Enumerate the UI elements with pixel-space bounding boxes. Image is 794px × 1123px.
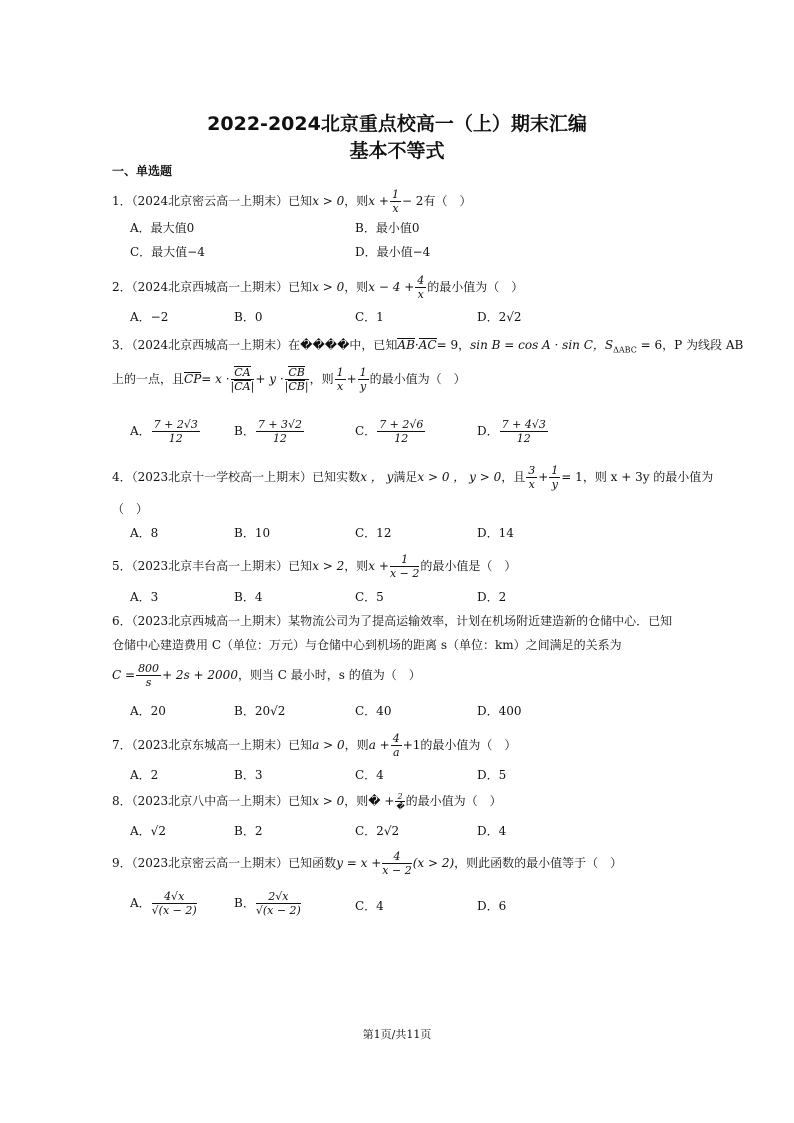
- q7-option-a: A．2: [130, 768, 159, 782]
- q7-option-d: D．5: [477, 768, 507, 782]
- q4-option-b: B．10: [234, 526, 271, 540]
- question-4-line-2: （ ）: [112, 502, 149, 516]
- q5-option-c: C．5: [355, 590, 384, 604]
- fraction: $\frac{1}{x}$: [391, 188, 399, 215]
- q9-option-a: A． $\frac{4√x}{√(x - 2)}$: [130, 890, 197, 917]
- fraction: $\frac{7 + 3√2}{12}$: [257, 418, 303, 445]
- fraction: $\frac{1}{x}$: [336, 366, 344, 393]
- q1-option-d: D．最小值−4: [355, 245, 431, 259]
- q7-option-c: C．4: [355, 768, 384, 782]
- document-subtitle: 基本不等式: [349, 140, 445, 162]
- q4-option-d: D．14: [477, 526, 514, 540]
- q3-option-b: B． $\frac{7 + 3√2}{12}$: [234, 418, 303, 445]
- question-6-line-3: C = $\frac{800}{s}$ + 2s + 2000，则当 C 最小时，s 的值为（ ）: [112, 662, 421, 689]
- q6-option-b: B．20√2: [234, 704, 286, 718]
- fraction: $\frac{800}{s}$: [138, 662, 160, 689]
- question-7: 7．（2023北京东城高一上期末）已知a > 0，则a + $\frac{4}{a}$ +1的最小值为（ ）: [112, 732, 517, 759]
- question-6: 6．（2023北京西城高一上期末）某物流公司为了提高运输效率，计划在机场附近建造新的仓储中心．已知: [112, 614, 673, 628]
- fraction: $\frac{4}{x}$: [417, 274, 425, 301]
- q5-option-b: B．4: [234, 590, 263, 604]
- question-5: 5．（2023北京丰台高一上期末）已知x > 2，则x + $\frac{1}{x - 2}$ 的最小值是（ ）: [112, 553, 517, 580]
- q1-option-b: B．最小值0: [355, 221, 420, 235]
- fraction: $\frac{4√x}{√(x - 2)}$: [151, 890, 197, 917]
- q4-option-c: C．12: [355, 526, 392, 540]
- q5-option-a: A．3: [130, 590, 159, 604]
- question-9: 9．（2023北京密云高一上期末）已知函数y = x + $\frac{4}{x - 2}$ (x > 2)，则此函数的最小值等于（ ）: [112, 850, 623, 877]
- fraction: $\frac{CB}{|CB|}$: [284, 366, 309, 393]
- fraction: $\frac{7 + 2√3}{12}$: [153, 418, 198, 445]
- fraction: $\frac{1}{y}$: [551, 464, 559, 491]
- q6-option-c: C．40: [355, 704, 392, 718]
- q4-option-a: A．8: [130, 526, 159, 540]
- q6-option-d: D．400: [477, 704, 522, 718]
- q7-option-b: B．3: [234, 768, 263, 782]
- fraction: $\frac{CA}{|CA|}$: [230, 366, 255, 393]
- q6-option-a: A．20: [130, 704, 166, 718]
- question-6-line-2: 仓储中心建造费用 C（单位：万元）与仓储中心到机场的距离 s（单位：km）之间满足的关系为: [112, 638, 622, 652]
- fraction: $\frac{7 + 4√3}{12}$: [501, 418, 546, 445]
- fraction: $\frac{7 + 2√6}{12}$: [379, 418, 424, 445]
- fraction: $\frac{3}{x}$: [528, 464, 536, 491]
- q9-option-d: D．6: [477, 899, 507, 913]
- question-1: 1．（2024北京密云高一上期末）已知x > 0，则x + $\frac{1}{x}$ − 2有（ ）: [112, 188, 472, 215]
- question-3-line-2: 上的一点，且CP= x · $\frac{CA}{|CA|}$ + y · $\frac{CB}{|CB|}$ ，则 $\frac{1}{x}$ + $\frac{1}{y}$ 的最小值为（ ）: [112, 366, 466, 393]
- fraction: $\frac{1}{x - 2}$: [389, 553, 420, 580]
- q1-option-c: C．最大值−4: [130, 245, 205, 259]
- q3-option-a: A． $\frac{7 + 2√3}{12}$: [130, 418, 198, 445]
- q9-option-c: C．4: [355, 899, 384, 913]
- q1-option-a: A．最大值0: [130, 221, 195, 235]
- fraction: $\frac{2√x}{√(x - 2)}$: [255, 890, 301, 917]
- q8-option-d: D．4: [477, 824, 507, 838]
- section-heading: 一、单选题: [112, 164, 173, 178]
- question-8: 8．（2023北京八中高一上期末）已知x > 0，则� + $\frac{2}{�}$ 的最小值为（ ）: [112, 792, 502, 811]
- q2-option-d: D．2√2: [477, 310, 522, 324]
- q8-option-c: C．2√2: [355, 824, 400, 838]
- question-2: 2．（2024北京西城高一上期末）已知x > 0，则x − 4 + $\frac{4}{x}$ 的最小值为（ ）: [112, 274, 524, 301]
- q5-option-d: D．2: [477, 590, 507, 604]
- q2-option-c: C．1: [355, 310, 384, 324]
- document-title: 2022-2024北京重点校高一（上）期末汇编: [207, 113, 587, 135]
- q2-option-b: B．0: [234, 310, 263, 324]
- fraction: $\frac{2}{�}$: [395, 792, 405, 811]
- fraction: $\frac{4}{x - 2}$: [382, 850, 412, 877]
- q3-option-d: D． $\frac{7 + 4√3}{12}$: [477, 418, 546, 445]
- question-3: 3．（2024北京西城高一上期末）在����中，已知AB·AC= 9，sin B = cos A · sin C，$S_{\Delta ABC} = 6$，P 为线段 AB: [112, 338, 744, 355]
- q8-option-a: A．√2: [130, 824, 166, 838]
- q8-option-b: B．2: [234, 824, 263, 838]
- q2-option-a: A．−2: [130, 310, 169, 324]
- q3-option-c: C． $\frac{7 + 2√6}{12}$: [355, 418, 424, 445]
- q9-option-b: B． $\frac{2√x}{√(x - 2)}$: [234, 890, 301, 917]
- question-4: 4．（2023北京十一学校高一上期末）已知实数x ， y满足x > 0 ， y > 0，且 $\frac{3}{x}$ + $\frac{1}{y}$ = 1，则 x + 3y 的最小值为: [112, 464, 714, 491]
- page-number: 第1页/共11页: [362, 1028, 432, 1041]
- fraction: $\frac{1}{y}$: [359, 366, 367, 393]
- fraction: $\frac{4}{a}$: [392, 732, 400, 759]
